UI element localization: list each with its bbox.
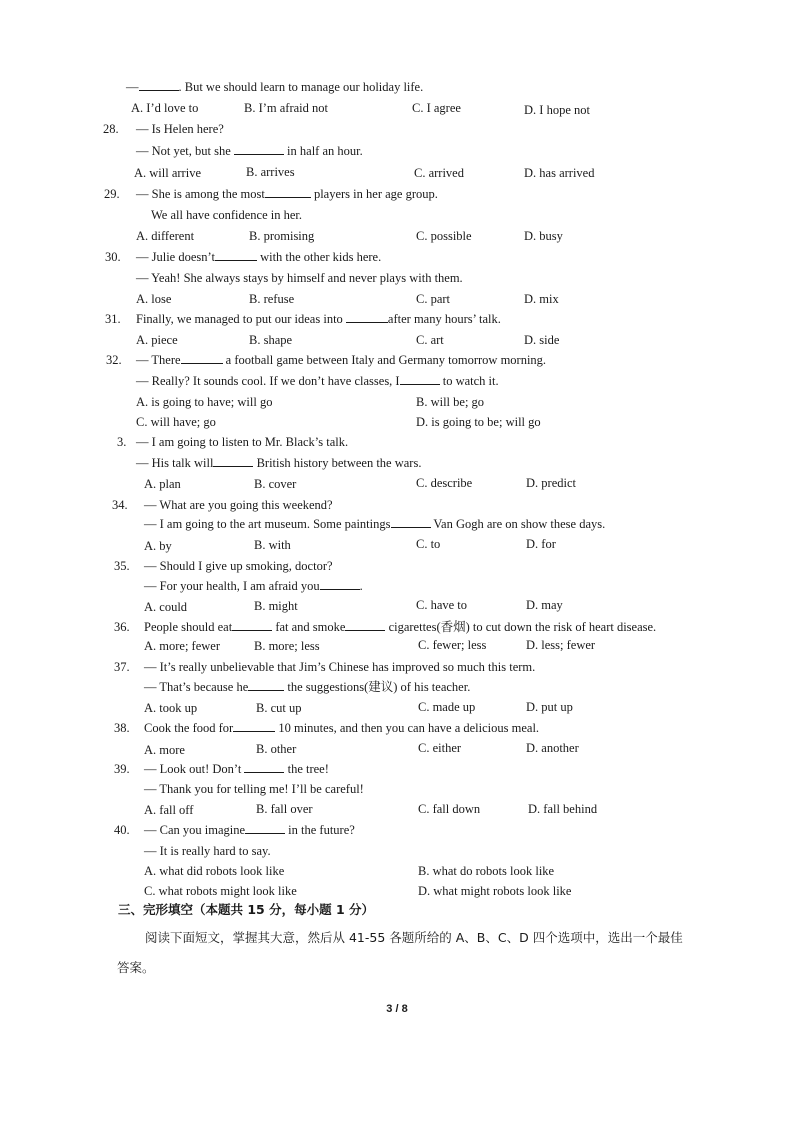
q35-number: 35. <box>114 559 130 573</box>
answer-blank[interactable] <box>346 311 388 323</box>
answer-blank[interactable] <box>244 761 284 773</box>
q29-option-d[interactable]: D. busy <box>524 229 563 243</box>
answer-blank[interactable] <box>248 679 284 691</box>
q31-text-a: Finally, we managed to put our ideas into <box>136 312 343 326</box>
q27-option-b[interactable]: B. I’m afraid not <box>244 101 329 115</box>
answer-blank[interactable] <box>215 249 257 261</box>
q27-answer-line <box>126 79 423 95</box>
q30-number: 30. <box>105 250 121 264</box>
q34-line2 <box>144 516 605 532</box>
q32-text-b: a football game between Italy and Germany tomorrow morning. <box>225 353 547 367</box>
q30-option-d[interactable]: D. mix <box>524 292 559 306</box>
q36-number: 36. <box>114 620 130 634</box>
q27-option-c[interactable]: C. I agree <box>412 101 461 115</box>
q34-option-c[interactable]: C. to <box>416 537 441 551</box>
q27-text: . But we should learn to manage our holiday life. <box>178 80 424 94</box>
q31-option-c[interactable]: C. art <box>416 333 444 347</box>
q37-option-a[interactable]: A. took up <box>144 701 198 715</box>
q30-option-c[interactable]: C. part <box>416 292 451 306</box>
section-3-instruction-line1: 阅读下面短文，掌握其大意，然后从 41-55 各题所给的 A、B、C、D 四个选项中，选出一个最佳 <box>145 930 683 945</box>
q30-line1 <box>136 249 381 265</box>
q28-option-c[interactable]: C. arrived <box>414 166 464 180</box>
answer-blank[interactable] <box>213 455 253 467</box>
q35-line2 <box>144 578 363 594</box>
q33-option-c[interactable]: C. describe <box>416 476 473 490</box>
q35-option-a[interactable]: A. could <box>144 600 188 614</box>
q33-option-a[interactable]: A. plan <box>144 477 181 491</box>
q32-line2 <box>136 373 499 389</box>
q28-number: 28. <box>103 122 119 136</box>
q33-line1: — I am going to listen to Mr. Black’s talk. <box>136 435 349 449</box>
q29-number: 29. <box>104 187 120 201</box>
q32-option-d[interactable]: D. is going to be; will go <box>416 415 541 429</box>
q31-option-d[interactable]: D. side <box>524 333 560 347</box>
q38-text-a: Cook the food for <box>144 721 234 735</box>
q39-line2: — Thank you for telling me! I’ll be careful! <box>144 782 364 796</box>
q37-option-b[interactable]: B. cut up <box>256 701 302 715</box>
q37-option-d[interactable]: D. put up <box>526 700 573 714</box>
q32-text-b2: to watch it. <box>442 374 499 388</box>
q29-line1 <box>136 186 438 202</box>
q35-text-a: — For your health, I am afraid you <box>144 579 320 593</box>
answer-blank[interactable] <box>232 619 272 631</box>
q40-line2: — It is really hard to say. <box>144 844 271 858</box>
q32-option-a[interactable]: A. is going to have; will go <box>136 395 273 409</box>
q39-option-d[interactable]: D. fall behind <box>528 802 598 816</box>
q35-text-b: . <box>359 579 363 593</box>
q28-line1: — Is Helen here? <box>136 122 224 136</box>
q37-option-c[interactable]: C. made up <box>418 700 476 714</box>
q30-option-b[interactable]: B. refuse <box>249 292 295 306</box>
q28-line2 <box>136 143 363 159</box>
q33-text-b: British history between the wars. <box>256 456 422 470</box>
answer-blank[interactable] <box>391 516 431 528</box>
q30-text-b: with the other kids here. <box>260 250 382 264</box>
q38-line1 <box>144 720 539 736</box>
q32-option-c[interactable]: C. will have; go <box>136 415 216 429</box>
q35-option-d[interactable]: D. may <box>526 598 563 612</box>
q35-option-b[interactable]: B. might <box>254 599 298 613</box>
q29-option-b[interactable]: B. promising <box>249 229 315 243</box>
q32-text-a2: — Really? It sounds cool. If we don’t have classes, I <box>136 374 400 388</box>
answer-blank[interactable] <box>233 720 275 732</box>
q36-line1 <box>144 619 656 635</box>
q39-text-b: the tree! <box>287 762 329 776</box>
q38-option-b[interactable]: B. other <box>256 742 297 756</box>
q34-line1: — What are you going this weekend? <box>144 498 333 512</box>
q39-option-b[interactable]: B. fall over <box>256 802 313 816</box>
answer-blank[interactable] <box>234 143 284 155</box>
q37-line1: — It’s really unbelievable that Jim’s Chinese has improved so much this term. <box>144 660 536 674</box>
q37-number: 37. <box>114 660 130 674</box>
q40-option-c[interactable]: C. what robots might look like <box>144 884 297 898</box>
q40-text-a: — Can you imagine <box>144 823 246 837</box>
page-number: 3 / 8 <box>386 1003 408 1015</box>
q39-line1 <box>144 761 329 777</box>
q40-option-a[interactable]: A. what did robots look like <box>144 864 285 878</box>
q29-line2: We all have confidence in her. <box>151 208 303 222</box>
q30-option-a[interactable]: A. lose <box>136 292 172 306</box>
q33-number: 3. <box>117 435 127 449</box>
q34-option-b[interactable]: B. with <box>254 538 291 552</box>
answer-blank[interactable] <box>400 373 440 385</box>
q36-option-a[interactable]: A. more; fewer <box>144 639 221 653</box>
q36-text-a: People should eat <box>144 620 233 634</box>
q37-text-b: the suggestions(建议) of his teacher. <box>287 680 471 694</box>
q34-number: 34. <box>112 498 128 512</box>
q36-text-b: fat and smoke <box>275 620 346 634</box>
q32-line1 <box>136 352 546 368</box>
q34-text-a: — I am going to the art museum. Some paintings <box>144 517 391 531</box>
q31-number: 31. <box>105 312 121 326</box>
q28-option-d[interactable]: D. has arrived <box>524 166 595 180</box>
q38-option-c[interactable]: C. either <box>418 741 462 755</box>
q31-option-a[interactable]: A. piece <box>136 333 178 347</box>
section-3-instruction-line2: 答案。 <box>117 960 155 975</box>
q29-option-a[interactable]: A. different <box>136 229 195 243</box>
q36-text-c: cigarettes(香烟) to cut down the risk of heart disease. <box>388 620 657 634</box>
q28-option-b[interactable]: B. arrives <box>246 165 295 179</box>
q32-number: 32. <box>106 353 122 367</box>
q33-option-d[interactable]: D. predict <box>526 476 576 490</box>
answer-blank[interactable] <box>345 619 385 631</box>
q32-text-a: — There <box>136 353 181 367</box>
q32-option-b[interactable]: B. will be; go <box>416 395 485 409</box>
q29-text-b: players in her age group. <box>313 187 438 201</box>
q40-line1 <box>144 822 355 838</box>
answer-blank[interactable] <box>265 186 311 198</box>
q28-text-b: in half an hour. <box>287 144 363 158</box>
q34-option-a[interactable]: A. by <box>144 539 172 553</box>
q39-number: 39. <box>114 762 130 776</box>
q29-text-a: — She is among the most <box>136 187 265 201</box>
q33-line2 <box>136 455 421 471</box>
q36-option-d[interactable]: D. less; fewer <box>526 638 596 652</box>
q40-option-d[interactable]: D. what might robots look like <box>418 884 572 898</box>
q28-option-a[interactable]: A. will arrive <box>134 166 201 180</box>
section-3-title: 三、完形填空（本题共 15 分，每小题 1 分） <box>118 902 375 917</box>
q38-number: 38. <box>114 721 130 735</box>
q31-line1 <box>136 311 501 327</box>
q39-text-a: — Look out! Don’t <box>144 762 242 776</box>
q34-option-d[interactable]: D. for <box>526 537 556 551</box>
q38-option-a[interactable]: A. more <box>144 743 185 757</box>
q36-option-c[interactable]: C. fewer; less <box>418 638 487 652</box>
q37-text-a: — That’s because he <box>144 680 249 694</box>
answer-blank[interactable] <box>320 578 360 590</box>
q28-text-a: — Not yet, but she <box>136 144 231 158</box>
q33-text-a: — His talk will <box>136 456 214 470</box>
q40-option-b[interactable]: B. what do robots look like <box>418 864 555 878</box>
q40-text-b: in the future? <box>288 823 355 837</box>
dash: — <box>126 80 139 94</box>
q38-text-b: 10 minutes, and then you can have a delicious meal. <box>278 721 540 735</box>
q35-line1: — Should I give up smoking, doctor? <box>144 559 333 573</box>
answer-blank[interactable] <box>181 352 223 364</box>
q38-option-d[interactable]: D. another <box>526 741 579 755</box>
q29-option-c[interactable]: C. possible <box>416 229 472 243</box>
q30-line2: — Yeah! She always stays by himself and never plays with them. <box>136 271 463 285</box>
q30-text-a: — Julie doesn’t <box>136 250 215 264</box>
q39-option-c[interactable]: C. fall down <box>418 802 481 816</box>
answer-blank[interactable] <box>139 79 179 91</box>
q31-text-b: after many hours’ talk. <box>387 312 501 326</box>
q27-option-d[interactable]: D. I hope not <box>524 103 590 117</box>
q31-option-b[interactable]: B. shape <box>249 333 293 347</box>
q34-text-b: Van Gogh are on show these days. <box>433 517 606 531</box>
q36-option-b[interactable]: B. more; less <box>254 639 320 653</box>
q33-option-b[interactable]: B. cover <box>254 477 297 491</box>
answer-blank[interactable] <box>245 822 285 834</box>
q37-line2 <box>144 679 470 695</box>
q39-option-a[interactable]: A. fall off <box>144 803 194 817</box>
q27-option-a[interactable]: A. I’d love to <box>131 101 199 115</box>
q40-number: 40. <box>114 823 130 837</box>
q35-option-c[interactable]: C. have to <box>416 598 468 612</box>
